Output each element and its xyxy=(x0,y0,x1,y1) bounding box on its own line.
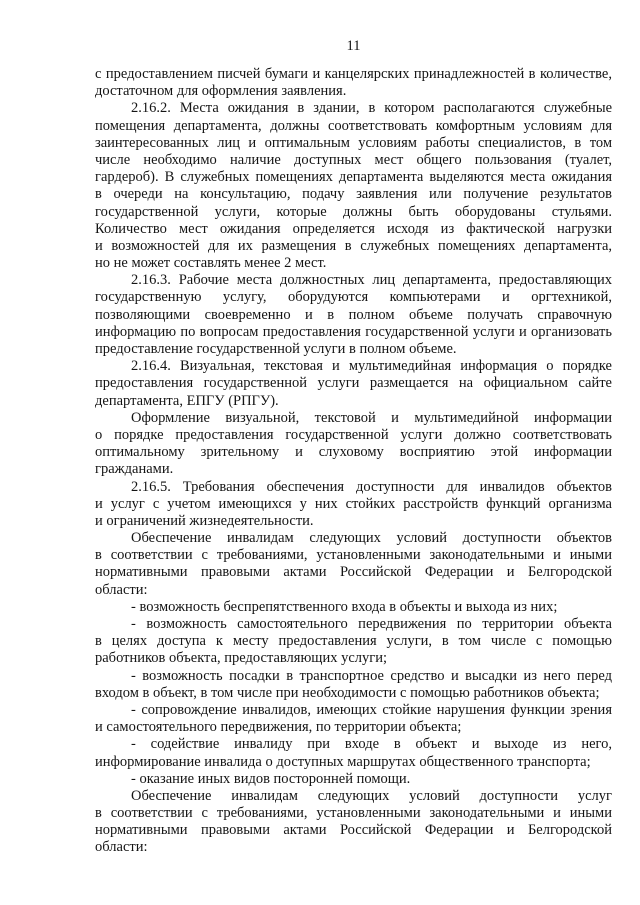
text-line: департамента, ЕПГУ (РПГУ). xyxy=(95,392,279,409)
text-line: и ограничений жизнедеятельности. xyxy=(95,512,314,529)
text-line: в очереди на консультацию, подачу заявления или получение результатов xyxy=(95,186,612,203)
text-line: государственную услугу, оборудуются компьютерами и оргтехникой, xyxy=(95,289,612,306)
text-line: - возможность беспрепятственного входа в объекты и выхода из них; xyxy=(131,598,558,615)
text-line: предоставления государственной услуги размещается на официальном сайте xyxy=(95,375,612,392)
list-item-vehicle-boarding xyxy=(95,668,612,702)
text-line: и услуг с учетом имеющихся у них стойких расстройств функций организма xyxy=(95,495,612,512)
clause-2-16-2 xyxy=(95,100,612,272)
clause-2-16-5 xyxy=(95,479,612,531)
text-line: позволяющими своевременно и в полном объеме получать справочную xyxy=(95,306,612,323)
paragraph-object-accessibility xyxy=(95,530,612,599)
list-item-free-entry xyxy=(95,599,612,616)
text-line: но не может составлять менее 2 мест. xyxy=(95,255,327,272)
text-line: области: xyxy=(95,581,148,598)
text-line: - оказание иных видов посторонней помощи. xyxy=(131,770,411,787)
text-line: и самостоятельного передвижения, по территории объекта; xyxy=(95,719,462,736)
text-line: государственной услуги, которые должны быть оборудованы стульями. xyxy=(95,203,612,220)
text-line: 2.16.3. Рабочие места должностных лиц департамента, предоставляющих xyxy=(131,272,612,289)
text-line: - возможность самостоятельного передвижения по территории объекта xyxy=(131,616,612,632)
text-line: о порядке предоставления государственной услуги должно соответствовать xyxy=(95,426,612,443)
text-line: в соответствии с требованиями, установленными законодательными и иными xyxy=(95,547,612,564)
text-line: нормативными правовыми актами Российской Федерации и Белгородской xyxy=(95,564,612,581)
text-line: - сопровождение инвалидов, имеющих стойкие нарушения функции зрения xyxy=(131,701,612,718)
text-line: - содействие инвалиду при входе в объект и выходе из него, xyxy=(131,736,612,753)
text-line: достаточном для оформления заявления. xyxy=(95,83,347,100)
document-body xyxy=(95,66,612,857)
text-line: гражданами. xyxy=(95,461,174,478)
text-line: работников объекта, предоставляющих услуги; xyxy=(95,650,387,667)
text-line: с предоставлением писчей бумаги и канцелярских принадлежностей в количестве, xyxy=(95,66,612,82)
text-line: предоставление государственной услуги в полном объеме. xyxy=(95,341,457,357)
text-line: 2.16.5. Требования обеспечения доступности для инвалидов объектов xyxy=(131,478,612,495)
text-line: числе необходимо наличие доступных мест общего пользования (туалет, xyxy=(95,151,612,168)
text-line: Количество мест ожидания определяется исходя из фактической нагрузки xyxy=(95,220,612,237)
clause-2-16-3 xyxy=(95,272,612,358)
paragraph-continuation xyxy=(95,66,612,100)
text-line: и возможностей для их размещения в служебных помещениях департамента, xyxy=(95,237,612,254)
list-item-entry-assistance xyxy=(95,736,612,770)
text-line: 2.16.4. Визуальная, текстовая и мультимедийная информация о порядке xyxy=(131,358,612,375)
text-line: гардероб). В служебных помещениях департамента выделяются места ожидания xyxy=(95,169,612,186)
paragraph-information-design xyxy=(95,410,612,479)
text-line: в целях доступа к месту предоставления услуги, в том числе с помощью xyxy=(95,633,612,650)
text-line: оптимальному зрительному и слуховому восприятию этой информации xyxy=(95,444,612,461)
text-line: информацию по вопросам предоставления государственной услуги и организовать xyxy=(95,323,612,340)
paragraph-service-accessibility xyxy=(95,788,612,857)
text-line: - возможность посадки в транспортное средство и высадки из него перед xyxy=(131,667,612,684)
list-item-other-help xyxy=(95,771,612,788)
text-line: информирование инвалида о доступных маршрутах общественного транспорта; xyxy=(95,753,591,770)
text-line: заинтересованных лиц и оптимальным условиям работы специалистов, в том xyxy=(95,134,612,151)
list-item-independent-movement xyxy=(95,616,612,668)
text-line: Обеспечение инвалидам следующих условий доступности объектов xyxy=(131,530,612,547)
text-line: Обеспечение инвалидам следующих условий доступности услуг xyxy=(131,787,612,804)
text-line: 2.16.2. Места ожидания в здании, в котором располагаются служебные xyxy=(131,100,612,117)
clause-2-16-4 xyxy=(95,358,612,410)
text-line: Оформление визуальной, текстовой и мультимедийной информации xyxy=(131,409,612,426)
text-line: помещения департамента, должны соответствовать комфортным условиям для xyxy=(95,117,612,134)
text-line: в соответствии с требованиями, установленными законодательными и иными xyxy=(95,805,612,822)
text-line: нормативными правовыми актами Российской Федерации и Белгородской xyxy=(95,822,612,839)
list-item-escort xyxy=(95,702,612,736)
page-number: 11 xyxy=(346,38,361,54)
text-line: области: xyxy=(95,839,148,856)
text-line: входом в объект, в том числе при необходимости с помощью работников объекта; xyxy=(95,684,600,701)
